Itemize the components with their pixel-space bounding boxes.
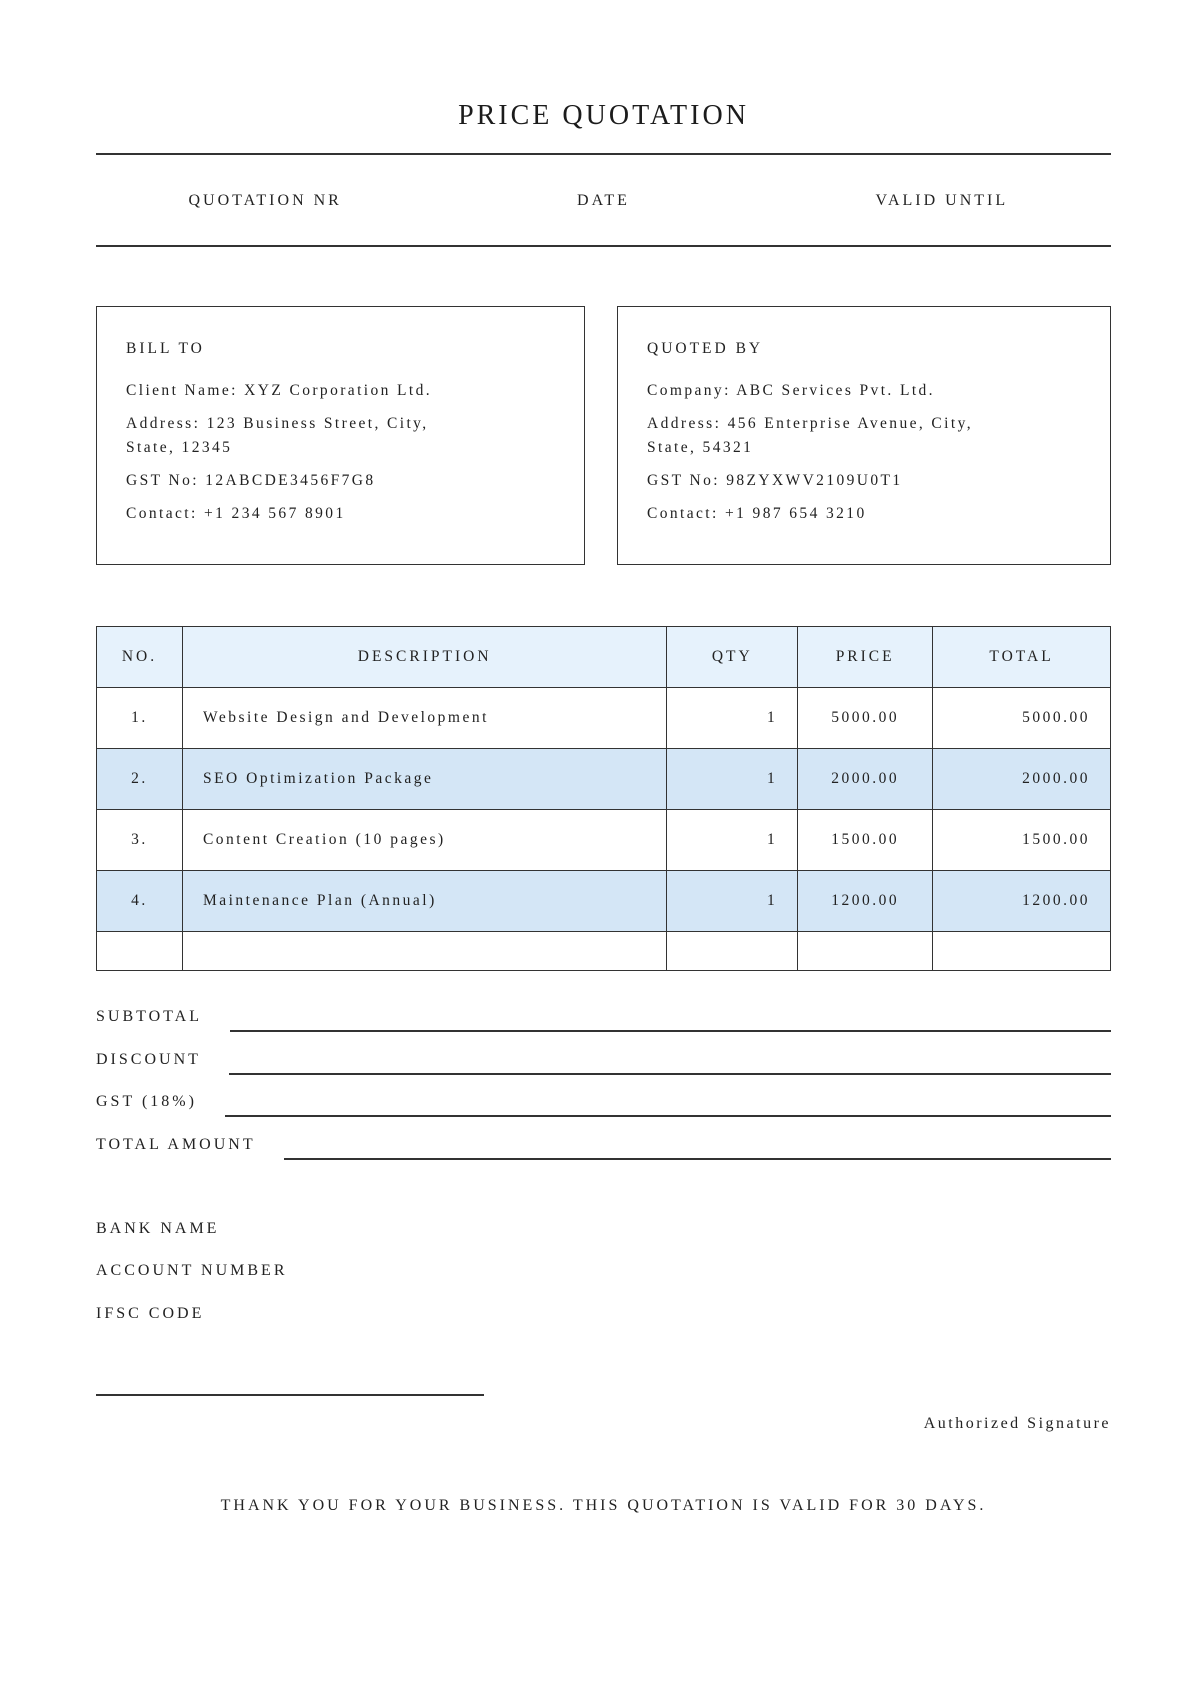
company-gst: GST No: 98ZYXWV2109U0T1 bbox=[647, 472, 903, 489]
company-contact: Contact: +1 987 654 3210 bbox=[647, 505, 867, 522]
date-label: DATE bbox=[577, 192, 630, 209]
empty-cell bbox=[933, 932, 1111, 971]
company-address-line1: Address: 456 Enterprise Avenue, City, bbox=[647, 415, 973, 432]
row-price: 2000.00 bbox=[798, 749, 933, 810]
client-contact: Contact: +1 234 567 8901 bbox=[126, 505, 346, 522]
quotation-nr-label: QUOTATION NR bbox=[188, 192, 342, 209]
header-no: NO. bbox=[97, 627, 183, 688]
row-no: 3. bbox=[97, 810, 183, 871]
row-description: Maintenance Plan (Annual) bbox=[182, 871, 666, 932]
empty-cell bbox=[798, 932, 933, 971]
company-address-line2: State, 54321 bbox=[647, 439, 754, 456]
row-description: Content Creation (10 pages) bbox=[182, 810, 666, 871]
header-total: TOTAL bbox=[933, 627, 1111, 688]
items-table bbox=[96, 626, 1111, 971]
client-address-line2: State, 12345 bbox=[126, 439, 233, 456]
header-price: PRICE bbox=[798, 627, 933, 688]
table-row bbox=[97, 688, 1111, 749]
row-qty: 1 bbox=[667, 749, 798, 810]
client-gst: GST No: 12ABCDE3456F7G8 bbox=[126, 472, 376, 489]
discount-field-line bbox=[229, 1073, 1111, 1075]
row-qty: 1 bbox=[667, 688, 798, 749]
authorized-signature-label: Authorized Signature bbox=[923, 1415, 1111, 1432]
discount-label: DISCOUNT bbox=[96, 1051, 201, 1068]
row-price: 5000.00 bbox=[798, 688, 933, 749]
row-price: 1500.00 bbox=[798, 810, 933, 871]
row-description: Website Design and Development bbox=[182, 688, 666, 749]
ifsc-code-label: IFSC CODE bbox=[96, 1305, 205, 1322]
divider-bottom bbox=[96, 245, 1111, 247]
bank-name-label: BANK NAME bbox=[96, 1220, 220, 1237]
table-row-empty bbox=[97, 932, 1111, 971]
discount-row bbox=[96, 1049, 1111, 1075]
header-description: DESCRIPTION bbox=[182, 627, 666, 688]
quoted-by-box bbox=[617, 306, 1111, 565]
subtotal-field-line bbox=[230, 1030, 1111, 1032]
total-amount-label: TOTAL AMOUNT bbox=[96, 1136, 256, 1153]
signature-line bbox=[96, 1394, 484, 1396]
row-total: 2000.00 bbox=[933, 749, 1111, 810]
empty-cell bbox=[667, 932, 798, 971]
empty-cell bbox=[97, 932, 183, 971]
client-address-line1: Address: 123 Business Street, City, bbox=[126, 415, 429, 432]
row-total: 5000.00 bbox=[933, 688, 1111, 749]
total-amount-field-line bbox=[284, 1158, 1111, 1160]
bill-to-heading: BILL TO bbox=[126, 340, 205, 357]
row-total: 1200.00 bbox=[933, 871, 1111, 932]
empty-cell bbox=[182, 932, 666, 971]
row-no: 1. bbox=[97, 688, 183, 749]
row-total: 1500.00 bbox=[933, 810, 1111, 871]
quoted-by-heading: QUOTED BY bbox=[647, 340, 764, 357]
quotation-meta-row bbox=[96, 192, 1111, 210]
row-qty: 1 bbox=[667, 871, 798, 932]
table-row bbox=[97, 871, 1111, 932]
header-qty: QTY bbox=[667, 627, 798, 688]
footer-note: THANK YOU FOR YOUR BUSINESS. THIS QUOTATION IS VALID FOR 30 DAYS. bbox=[220, 1497, 987, 1514]
gst-field-line bbox=[225, 1115, 1111, 1117]
gst-label: GST (18%) bbox=[96, 1093, 197, 1110]
bill-to-box bbox=[96, 306, 585, 565]
row-description: SEO Optimization Package bbox=[182, 749, 666, 810]
row-no: 4. bbox=[97, 871, 183, 932]
table-row bbox=[97, 749, 1111, 810]
gst-row bbox=[96, 1091, 1111, 1117]
client-name: Client Name: XYZ Corporation Ltd. bbox=[126, 382, 433, 399]
total-amount-row bbox=[96, 1134, 1111, 1160]
table-row bbox=[97, 810, 1111, 871]
page-title: PRICE QUOTATION bbox=[458, 100, 749, 131]
account-number-label: ACCOUNT NUMBER bbox=[96, 1262, 288, 1279]
divider-top bbox=[96, 153, 1111, 155]
table-header-row bbox=[97, 627, 1111, 688]
subtotal-label: SUBTOTAL bbox=[96, 1008, 202, 1025]
row-price: 1200.00 bbox=[798, 871, 933, 932]
subtotal-row bbox=[96, 1006, 1111, 1032]
row-no: 2. bbox=[97, 749, 183, 810]
valid-until-label: VALID UNTIL bbox=[875, 192, 1009, 209]
row-qty: 1 bbox=[667, 810, 798, 871]
company-name: Company: ABC Services Pvt. Ltd. bbox=[647, 382, 935, 399]
